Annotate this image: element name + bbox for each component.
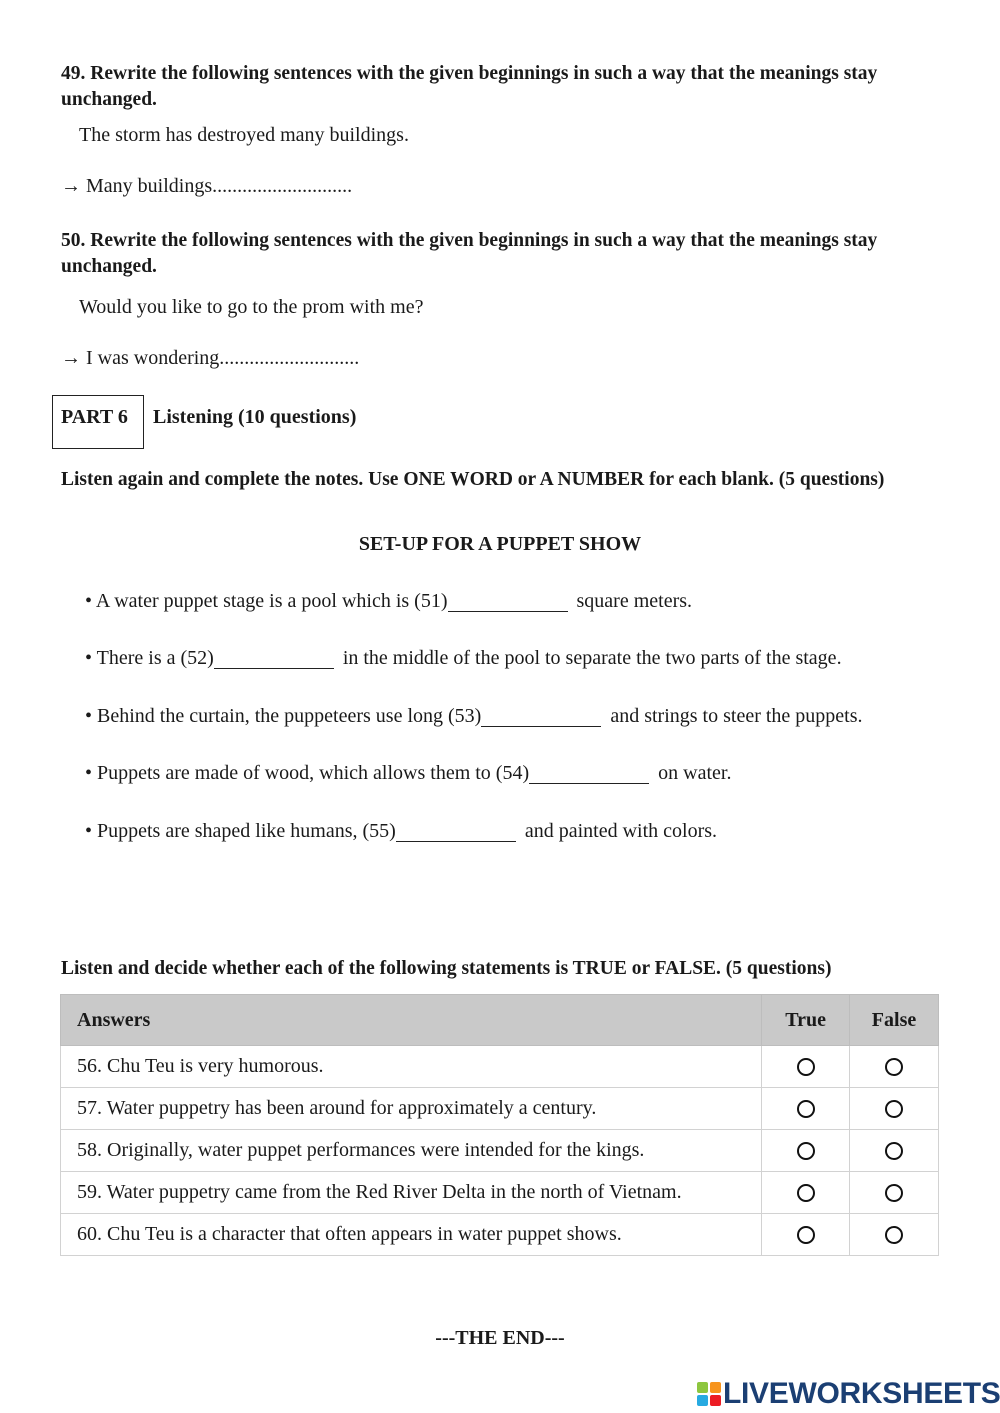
header-false: False <box>850 995 939 1046</box>
table-row <box>61 1046 939 1088</box>
blank-53-input[interactable] <box>481 707 601 727</box>
q49-sentence: The storm has destroyed many buildings. <box>79 124 409 146</box>
radio-true-58[interactable] <box>797 1142 815 1160</box>
statement-58: 58. Originally, water puppet performances were intended for the kings. <box>61 1130 762 1172</box>
tf-instruction: Listen and decide whether each of the following statements is TRUE or FALSE. (5 questions) <box>61 958 832 979</box>
table-header-row <box>61 995 939 1046</box>
note-item-51 <box>85 588 692 614</box>
liveworksheets-logo-icon <box>697 1382 721 1406</box>
q49-answer-field[interactable]: → Many buildings............................ <box>61 175 353 197</box>
note-item-52 <box>85 645 842 671</box>
statement-60: 60. Chu Teu is a character that often appears in water puppet shows. <box>61 1214 762 1256</box>
note-text-after: and painted with colors. <box>519 820 718 842</box>
blank-51-input[interactable] <box>448 592 568 612</box>
cell-false-57 <box>850 1088 939 1130</box>
cell-false-56 <box>850 1046 939 1088</box>
cell-true-60 <box>762 1214 850 1256</box>
cell-true-59 <box>762 1172 850 1214</box>
note-item-53 <box>85 703 863 729</box>
note-text-before: • Puppets are shaped like humans, (55) <box>85 820 396 842</box>
blank-55-input[interactable] <box>396 822 516 842</box>
liveworksheets-logo-text: LIVEWORKSHEETS <box>723 1377 1000 1410</box>
cell-false-60 <box>850 1214 939 1256</box>
q50-answer-field[interactable]: → I was wondering............................ <box>61 347 360 369</box>
note-text-before: • Behind the curtain, the puppeteers use long (53) <box>85 705 482 727</box>
true-false-table <box>60 994 939 1256</box>
the-end-text: ---THE END--- <box>435 1327 565 1349</box>
note-text-after: on water. <box>653 762 732 784</box>
radio-true-56[interactable] <box>797 1058 815 1076</box>
notes-heading: SET-UP FOR A PUPPET SHOW <box>358 533 642 555</box>
q49-title: 49. Rewrite the following sentences with the given beginnings in such a way that the meanings stay unchanged. <box>61 63 878 110</box>
part6-label: PART 6 <box>61 406 128 428</box>
q50-title: 50. Rewrite the following sentences with the given beginnings in such a way that the meanings stay unchanged. <box>61 230 878 277</box>
table-row <box>61 1172 939 1214</box>
header-true: True <box>762 995 850 1046</box>
table-row <box>61 1214 939 1256</box>
note-text-before: • Puppets are made of wood, which allows them to (54) <box>85 762 530 784</box>
notes-instruction: Listen again and complete the notes. Use ONE WORD or A NUMBER for each blank. (5 questions) <box>61 469 885 490</box>
cell-true-56 <box>762 1046 850 1088</box>
radio-false-60[interactable] <box>885 1226 903 1244</box>
radio-false-58[interactable] <box>885 1142 903 1160</box>
radio-false-57[interactable] <box>885 1100 903 1118</box>
radio-true-59[interactable] <box>797 1184 815 1202</box>
blank-54-input[interactable] <box>529 764 649 784</box>
note-text-before: • A water puppet stage is a pool which is (51) <box>85 590 448 612</box>
statement-59: 59. Water puppetry came from the Red River Delta in the north of Vietnam. <box>61 1172 762 1214</box>
cell-true-57 <box>762 1088 850 1130</box>
table-row <box>61 1130 939 1172</box>
blank-52-input[interactable] <box>214 649 334 669</box>
note-item-55 <box>85 818 717 844</box>
statement-56: 56. Chu Teu is very humorous. <box>61 1046 762 1088</box>
statement-57: 57. Water puppetry has been around for approximately a century. <box>61 1088 762 1130</box>
liveworksheets-logo <box>697 1378 1000 1410</box>
cell-true-58 <box>762 1130 850 1172</box>
table-row <box>61 1088 939 1130</box>
cell-false-58 <box>850 1130 939 1172</box>
note-text-before: • There is a (52) <box>85 647 214 669</box>
radio-false-56[interactable] <box>885 1058 903 1076</box>
note-item-54 <box>85 760 731 786</box>
part6-title: Listening (10 questions) <box>153 406 357 428</box>
q50-sentence: Would you like to go to the prom with me? <box>79 296 424 318</box>
radio-true-57[interactable] <box>797 1100 815 1118</box>
note-text-after: square meters. <box>571 590 693 612</box>
note-text-after: and strings to steer the puppets. <box>605 705 863 727</box>
radio-false-59[interactable] <box>885 1184 903 1202</box>
header-answers: Answers <box>61 995 762 1046</box>
cell-false-59 <box>850 1172 939 1214</box>
note-text-after: in the middle of the pool to separate the two parts of the stage. <box>337 647 842 669</box>
radio-true-60[interactable] <box>797 1226 815 1244</box>
